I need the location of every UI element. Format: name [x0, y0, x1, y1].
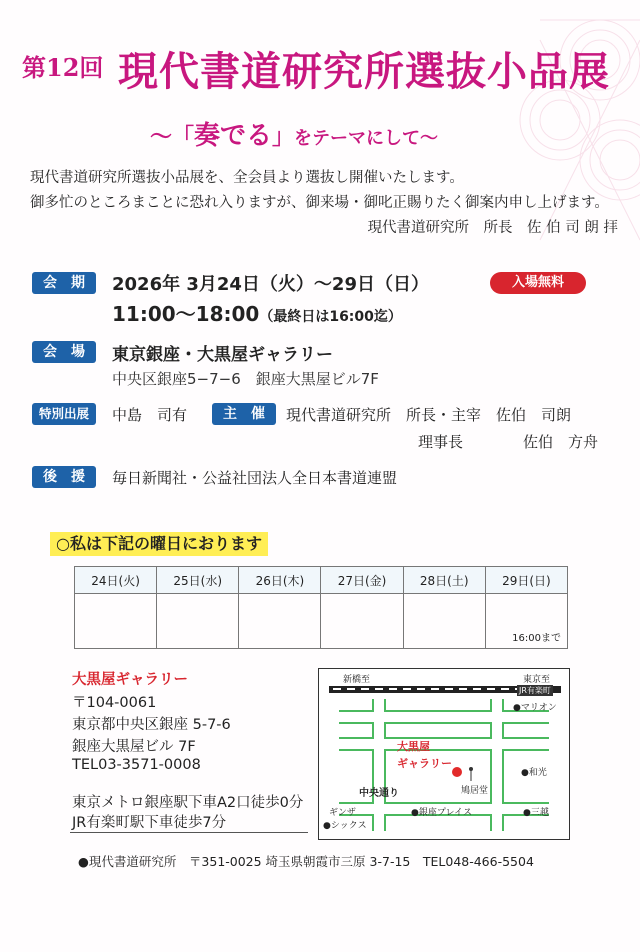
host-line-2: 理事長 佐伯 方舟 — [418, 433, 599, 451]
day-cell-26 — [239, 594, 321, 649]
map-shinbashi: 新橋至 — [343, 675, 371, 685]
venue-address: 中央区銀座5−7−6 銀座大黒屋ビル7F — [112, 370, 379, 388]
access-map — [318, 668, 570, 840]
day-24: 24日(火) — [75, 567, 157, 594]
map-gallery-2: ギャラリー — [397, 757, 452, 770]
address-divider — [70, 832, 308, 833]
subtitle-rest: をテーマにして〜 — [294, 128, 439, 149]
subtitle-close: 」 — [272, 124, 295, 150]
special-label: 特別出展 — [32, 403, 96, 425]
map-jr: JR有楽町 — [519, 686, 551, 695]
presence-title: ○私は下記の曜日におります — [50, 532, 268, 556]
support-text: 毎日新聞社・公益社団法人全日本書道連盟 — [112, 469, 398, 487]
day-27: 27日(金) — [321, 567, 403, 594]
day-28: 28日(土) — [403, 567, 485, 594]
day-cell-27 — [321, 594, 403, 649]
map-marion: ●マリオン — [513, 703, 557, 713]
day-cell-24 — [75, 594, 157, 649]
map-ginza-six-2: ●シックス — [323, 821, 367, 831]
free-entry-badge: 入場無料 — [490, 272, 586, 294]
day-cell-25 — [157, 594, 239, 649]
gallery-address-2: 銀座大黒屋ビル 7F — [72, 739, 196, 755]
event-time: 11:00〜18:00 — [112, 302, 260, 326]
gallery-tel: TEL03-3571-0008 — [72, 757, 201, 773]
page-title: 現代書道研究所選抜小品展 — [118, 48, 610, 95]
day-cell-29: 16:00まで — [485, 594, 567, 649]
event-date: 2026年 3月24日（火）〜29日（日） — [112, 274, 429, 295]
period-label: 会 期 — [32, 272, 96, 294]
map-gallery-1: 大黒屋 — [397, 740, 430, 753]
greeting-line-2: 御多忙のところまことに恐れ入りますが、御来場・御叱正賜りたく御案内申し上げます。 — [30, 195, 609, 211]
event-time-row — [112, 298, 402, 327]
access-1: 東京メトロ銀座駅下車A2口徒歩0分 — [72, 795, 304, 811]
host-label: 主 催 — [212, 403, 276, 425]
map-chuo: 中央通り — [359, 788, 399, 799]
access-2: JR有楽町駅下車徒歩7分 — [72, 815, 227, 831]
gallery-name: 大黒屋ギャラリー — [72, 672, 188, 688]
subtitle-open: 〜「 — [150, 124, 195, 150]
day-cell-28 — [403, 594, 485, 649]
host-line-1: 現代書道研究所 所長・主宰 佐伯 司朗 — [286, 406, 572, 424]
map-tokyo: 東京至 — [523, 675, 551, 685]
signature: 現代書道研究所 所長 佐 伯 司 朗 拝 — [367, 220, 618, 236]
gallery-address-1: 東京都中央区銀座 5-7-6 — [72, 717, 231, 733]
map-ginza-six-1: ギンザ — [329, 808, 356, 818]
venue-label: 会 場 — [32, 341, 96, 363]
edition-label: 第12回 — [22, 53, 104, 82]
venue-name: 東京銀座・大黒屋ギャラリー — [112, 345, 333, 365]
gallery-zip: 〒104-0061 — [72, 695, 157, 711]
presence-table — [74, 566, 568, 649]
special-name: 中島 司有 — [112, 406, 188, 424]
day-29: 29日(日) — [485, 567, 567, 594]
map-ginza-place: ●銀座プレイス — [411, 808, 472, 818]
greeting-line-1: 現代書道研究所選抜小品展を、全会員より選抜し開催いたします。 — [30, 170, 464, 186]
day-25: 25日(水) — [157, 567, 239, 594]
support-label: 後 援 — [32, 466, 96, 488]
map-wako: ●和光 — [521, 768, 547, 778]
day-26: 26日(木) — [239, 567, 321, 594]
footer-contact: ●現代書道研究所 〒351-0025 埼玉県朝霞市三原 3-7-15 TEL048-466-5504 — [78, 854, 534, 869]
map-hatoido: 鳩居堂 — [461, 786, 489, 796]
subtitle-theme: 奏でる — [194, 121, 273, 151]
subtitle — [150, 115, 438, 152]
map-mitsukoshi: ●三越 — [523, 808, 549, 818]
event-time-note: （最終日は16:00迄） — [259, 309, 402, 325]
